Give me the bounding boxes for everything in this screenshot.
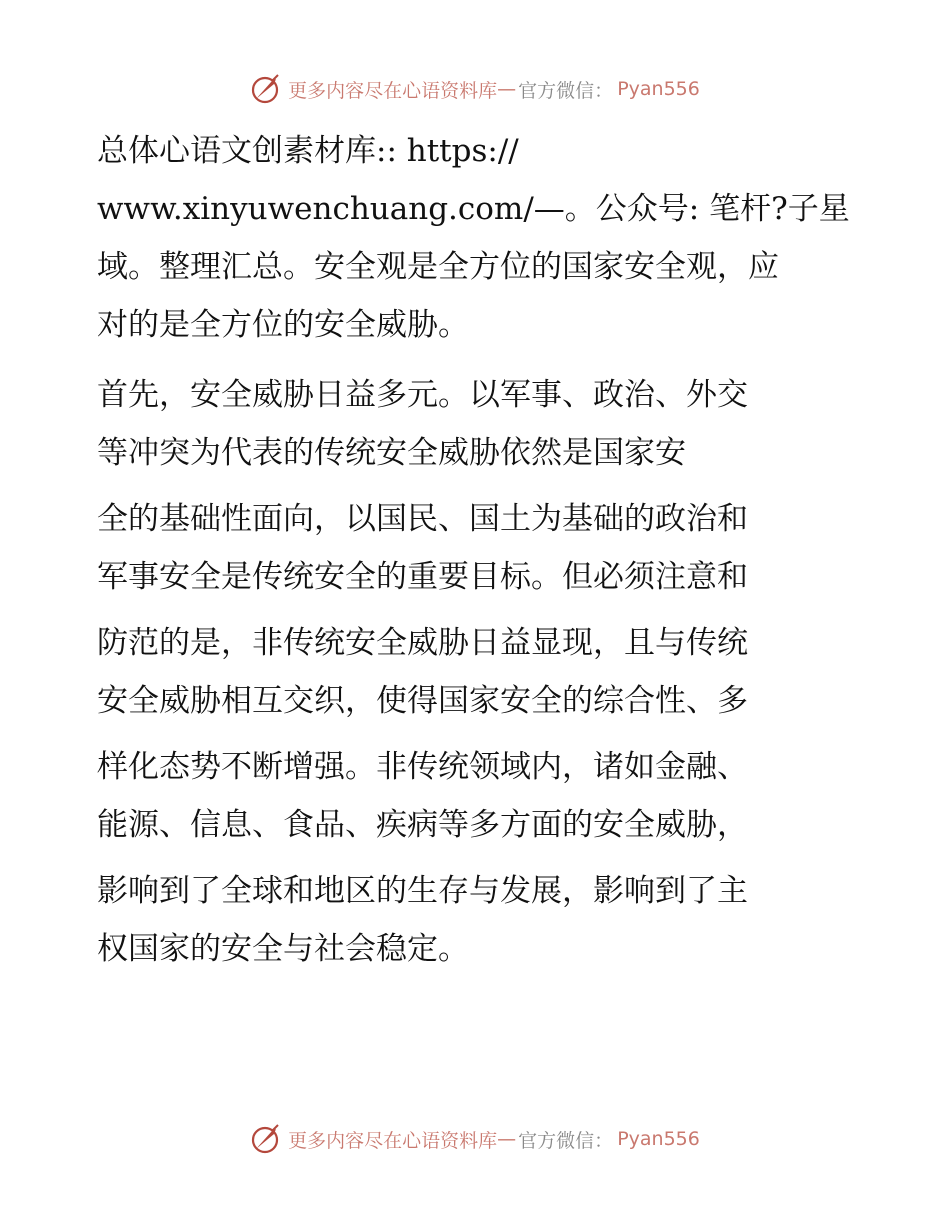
body-line: 防范的是，非传统安全威胁日益显现，且与传统 — [97, 625, 748, 661]
watermark-dash: — — [497, 78, 517, 100]
body-line: 总体心语文创素材库:: https:// — [97, 133, 519, 169]
footer-watermark — [0, 1122, 950, 1156]
body-line: 安全威胁相互交织，使得国家安全的综合性、多 — [97, 683, 748, 719]
body-line: 全的基础性面向，以国民、国土为基础的政治和 — [97, 501, 748, 537]
watermark-official-label: 官方微信： — [518, 1129, 614, 1152]
body-line: 首先，安全威胁日益多元。以军事、政治、外交 — [97, 377, 748, 413]
quill-logo-icon — [250, 73, 282, 105]
paragraph-5 — [97, 738, 857, 854]
watermark-wechat-id: Pyan556 — [617, 1128, 700, 1150]
paragraph-3 — [97, 490, 857, 606]
body-line: 样化态势不断增强。非传统领域内，诸如金融、 — [97, 749, 748, 785]
watermark-wechat-id: Pyan556 — [617, 78, 700, 100]
body-line: 域。整理汇总。安全观是全方位的国家安全观，应 — [97, 249, 779, 285]
body-line: 军事安全是传统安全的重要目标。但必须注意和 — [97, 559, 748, 595]
body-line: 权国家的安全与社会稳定。 — [97, 931, 469, 967]
body-line: www.xinyuwenchuang.com/—。公众号: 笔杆?子星 — [97, 191, 850, 227]
quill-logo-icon — [250, 1123, 282, 1155]
body-line: 对的是全方位的安全威胁。 — [97, 307, 469, 343]
header-watermark — [0, 72, 950, 106]
paragraph-6 — [97, 862, 857, 978]
watermark-main-text: 更多内容尽在心语资料库 — [288, 79, 498, 102]
body-line: 等冲突为代表的传统安全威胁依然是国家安 — [97, 435, 686, 471]
watermark-official-label: 官方微信： — [518, 79, 614, 102]
document-body — [97, 122, 857, 978]
paragraph-2 — [97, 366, 857, 482]
body-line: 能源、信息、食品、疾病等多方面的安全威胁， — [97, 807, 748, 843]
watermark-dash: — — [497, 1128, 517, 1150]
paragraph-4 — [97, 614, 857, 730]
body-line: 影响到了全球和地区的生存与发展，影响到了主 — [97, 873, 748, 909]
watermark-main-text: 更多内容尽在心语资料库 — [288, 1129, 498, 1152]
paragraph-1 — [97, 122, 857, 354]
